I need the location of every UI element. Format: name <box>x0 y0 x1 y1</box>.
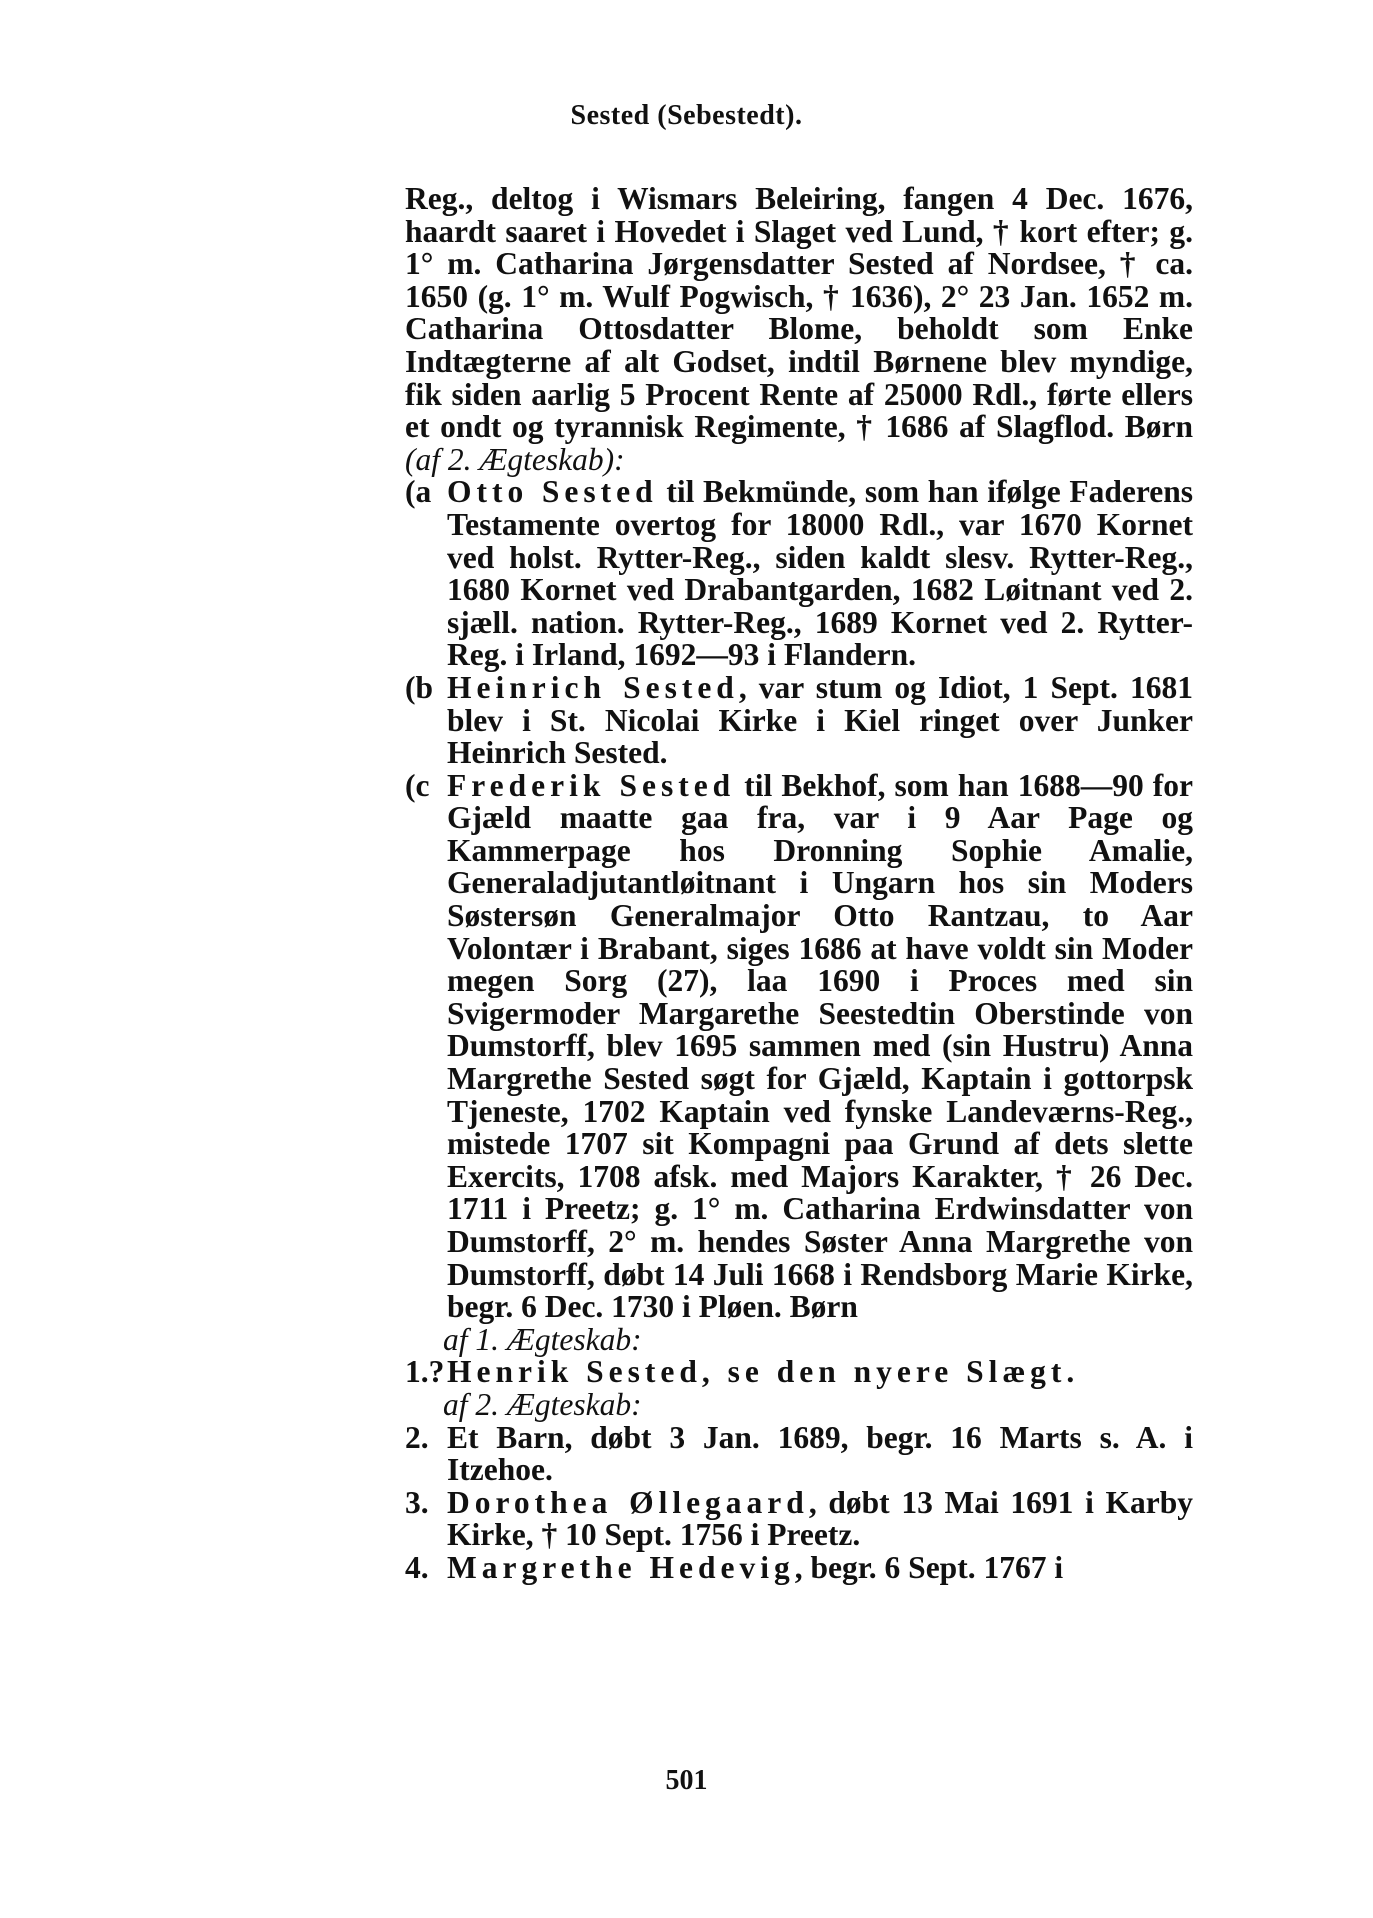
marriage-heading-2 <box>405 1386 1193 1422</box>
child-number: 4. <box>405 1549 429 1585</box>
child-number: 3. <box>405 1484 429 1520</box>
intro-text: Reg., deltog i Wismars Beleiring, fangen 4 Dec. 1676, haardt saaret i Hovedet i Slaget ved Lund, † kort efter; g. 1° m. Catharina Jørgensdatter Sested af Nordsee, † ca. 1650 (g. 1° m. Wulf Pogwisch, † 1636), 2° 23 Jan. 1652 m. Catharina Ottosdatter Blome, beholdt som Enke Indtægterne af alt Godset, indtil Børnene blev myndige, fik siden aarlig 5 Procent Rente af 25000 Rdl., førte ellers et ondt og tyrannisk Regimente, † 1686 af Slagflod. Børn <box>405 181 1193 445</box>
intro-paragraph <box>405 183 1193 476</box>
running-header: Sested (Sebestedt). <box>570 100 803 131</box>
child-3 <box>405 1484 1193 1553</box>
child-text <box>447 1484 1193 1553</box>
entry-body: til Bekhof, som han 1688—90 for Gjæld maatte gaa fra, var i 9 Aar Page og Kammerpage hos Dronning Sophie Amalie, Generaladjutantløitnant i Ungarn hos sin Moders Søstersøn Generalmajor Otto Rantzau, to Aar Volontær i Brabant, siges 1686 at have voldt sin Moder megen Sorg (27), laa 1690 i Proces med sin Svigermoder Margarethe Seestedtin Oberstinde von Dumstorff, blev 1695 sammen med (sin Hustru) Anna Margrethe Sested søgt for Gjæld, Kaptain i gottorpsk Tjeneste, 1702 Kaptain ved fynske Landeværns-Reg., mistede 1707 sit Kompagni paa Grund af dets slette Exercits, 1708 afsk. med Majors Karakter, † 26 Dec. 1711 i Preetz; g. 1° m. Catharina Erdwinsdatter von Dumstorff, 2° m. hendes Søster Anna Margrethe von Dumstorff, døbt 14 Juli 1668 i Rendsborg Marie Kirke, begr. 6 Dec. 1730 i Pløen. Børn <box>447 767 1193 1325</box>
child-name: Henrik Sested <box>447 1354 702 1390</box>
entry-body: , var stum og Idiot, 1 Sept. 1681 blev i St. Nicolai Kirke i Kiel ringet over Junker Heinrich Sested. <box>447 669 1193 771</box>
entry-label: (a <box>405 474 432 510</box>
entry-person-name: Otto Sested <box>447 474 658 510</box>
child-number: 2. <box>405 1419 429 1455</box>
entry-label: (b <box>405 669 434 705</box>
entry-c <box>405 767 1193 1325</box>
child-number: 1.? <box>405 1354 445 1390</box>
child-text <box>447 1549 1193 1585</box>
marriage-heading-1 <box>405 1321 1193 1357</box>
entry-person-name: Frederik Sested <box>447 767 736 803</box>
marriage-heading-text: af 1. Ægteskab: <box>443 1321 642 1357</box>
entry-b <box>405 669 1193 771</box>
entry-text <box>447 669 1193 771</box>
child-text <box>447 1419 1193 1488</box>
child-2 <box>405 1419 1193 1488</box>
page-number: 501 <box>665 1765 708 1796</box>
child-body: , se den nyere Slægt. <box>701 1354 1080 1390</box>
child-1 <box>405 1356 1193 1389</box>
entry-a <box>405 476 1193 672</box>
body-text <box>405 183 1193 1585</box>
child-body: Et Barn, døbt 3 Jan. 1689, begr. 16 Marts s. A. i Itzehoe. <box>447 1419 1193 1488</box>
entry-person-name: Heinrich Sested <box>447 669 739 705</box>
child-body: , døbt 13 Mai 1691 i Karby Kirke, † 10 Sept. 1756 i Preetz. <box>447 1484 1193 1553</box>
child-name: Margrethe Hedevig <box>447 1549 795 1585</box>
intro-italic: (af 2. Ægteskab): <box>405 441 625 477</box>
child-name: Dorothea Øllegaard <box>447 1484 809 1520</box>
child-4 <box>405 1549 1193 1585</box>
child-body: , begr. 6 Sept. 1767 i <box>794 1549 1064 1585</box>
entry-text <box>447 767 1193 1325</box>
marriage-heading-text: af 2. Ægteskab: <box>443 1386 642 1422</box>
entry-label: (c <box>405 767 430 803</box>
child-text <box>447 1356 1193 1389</box>
entry-text <box>447 476 1193 672</box>
entry-body: til Bekmünde, som han ifølge Faderens Testamente overtog for 18000 Rdl., var 1670 Kornet ved holst. Rytter-Reg., siden kaldt slesv. Rytter-Reg., 1680 Kornet ved Drabantgarden, 1682 Løitnant ved 2. sjæll. nation. Rytter-Reg., 1689 Kornet ved 2. Rytter-Reg. i Irland, 1692—93 i Flandern. <box>447 474 1194 673</box>
